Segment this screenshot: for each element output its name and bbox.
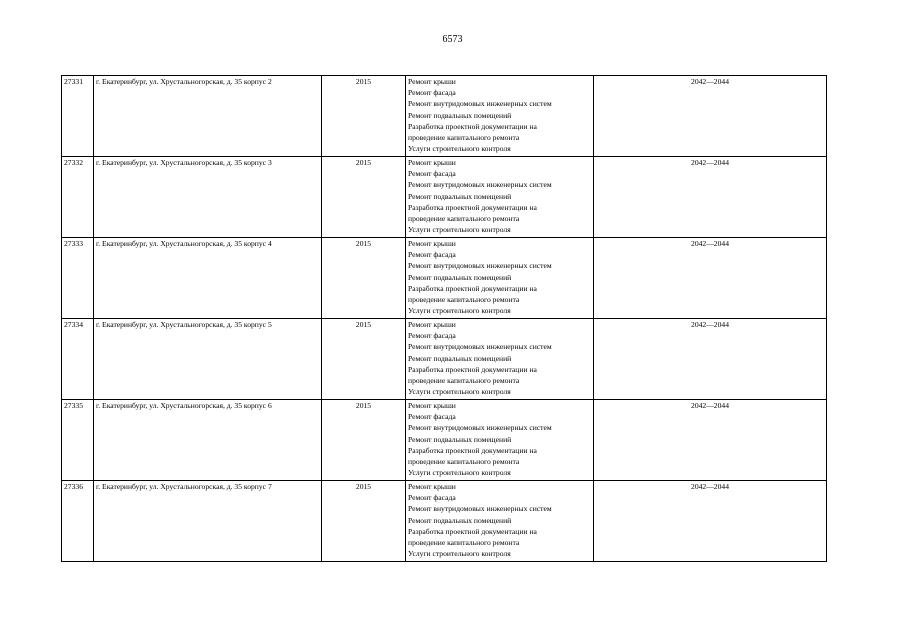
work-item: Разработка проектной документации на (408, 202, 537, 212)
building-address: г. Екатеринбург, ул. Хрустальногорская, д. 35 корпус 2 (94, 76, 322, 157)
work-item: Ремонт подвальных помещений (408, 434, 512, 444)
table-row (62, 481, 827, 562)
building-address: г. Екатеринбург, ул. Хрустальногорская, д. 35 корпус 5 (94, 319, 322, 400)
commission-year: 2015 (322, 157, 406, 238)
work-item: Ремонт внутридомовых инженерных систем (408, 504, 552, 514)
work-item: проведение капитального ремонта (408, 376, 520, 386)
table-row (62, 238, 827, 319)
repair-period: 2042—2044 (594, 157, 827, 238)
work-item: Ремонт подвальных помещений (408, 272, 512, 282)
work-item: Ремонт крыши (408, 239, 456, 248)
works-list (406, 76, 594, 157)
work-item: Ремонт фасада (408, 250, 456, 260)
works-list (406, 157, 594, 238)
building-address: г. Екатеринбург, ул. Хрустальногорская, д. 35 корпус 7 (94, 481, 322, 562)
work-item: Разработка проектной документации на (408, 364, 537, 374)
work-item: Ремонт крыши (408, 401, 456, 410)
table-row (62, 400, 827, 481)
work-item: проведение капитального ремонта (408, 457, 520, 467)
work-item: Услуги строительного контроля (408, 225, 511, 235)
work-item: Ремонт подвальных помещений (408, 110, 512, 120)
commission-year: 2015 (322, 238, 406, 319)
work-item: Ремонт внутридомовых инженерных систем (408, 261, 552, 271)
works-list (406, 238, 594, 319)
work-item: проведение капитального ремонта (408, 538, 520, 548)
works-list (406, 400, 594, 481)
work-item: Ремонт подвальных помещений (408, 515, 512, 525)
building-address: г. Екатеринбург, ул. Хрустальногорская, д. 35 корпус 6 (94, 400, 322, 481)
repair-period: 2042—2044 (594, 400, 827, 481)
work-item: Услуги строительного контроля (408, 306, 511, 316)
commission-year: 2015 (322, 319, 406, 400)
row-number: 27333 (62, 238, 94, 319)
work-item: проведение капитального ремонта (408, 133, 520, 143)
repair-period: 2042—2044 (594, 481, 827, 562)
work-item: Ремонт внутридомовых инженерных систем (408, 99, 552, 109)
work-item: Ремонт подвальных помещений (408, 191, 512, 201)
row-number: 27335 (62, 400, 94, 481)
registry-table (61, 75, 827, 562)
work-item: Ремонт фасада (408, 169, 456, 179)
repair-period: 2042—2044 (594, 319, 827, 400)
work-item: Разработка проектной документации на (408, 526, 537, 536)
work-item: Ремонт крыши (408, 158, 456, 167)
work-item: Разработка проектной документации на (408, 445, 537, 455)
work-item: проведение капитального ремонта (408, 295, 520, 305)
work-item: Услуги строительного контроля (408, 144, 511, 154)
work-item: Ремонт фасада (408, 493, 456, 503)
row-number: 27331 (62, 76, 94, 157)
work-item: проведение капитального ремонта (408, 214, 520, 224)
page-number: 6573 (442, 34, 463, 45)
work-item: Ремонт фасада (408, 88, 456, 98)
row-number: 27336 (62, 481, 94, 562)
building-address: г. Екатеринбург, ул. Хрустальногорская, д. 35 корпус 3 (94, 157, 322, 238)
work-item: Ремонт фасада (408, 331, 456, 341)
table-row (62, 76, 827, 157)
works-list (406, 319, 594, 400)
work-item: Ремонт внутридомовых инженерных систем (408, 423, 552, 433)
row-number: 27334 (62, 319, 94, 400)
repair-period: 2042—2044 (594, 238, 827, 319)
row-number: 27332 (62, 157, 94, 238)
work-item: Услуги строительного контроля (408, 387, 511, 397)
work-item: Ремонт внутридомовых инженерных систем (408, 342, 552, 352)
commission-year: 2015 (322, 481, 406, 562)
commission-year: 2015 (322, 400, 406, 481)
work-item: Услуги строительного контроля (408, 549, 511, 559)
table-row (62, 319, 827, 400)
work-item: Ремонт фасада (408, 412, 456, 422)
works-list (406, 481, 594, 562)
building-address: г. Екатеринбург, ул. Хрустальногорская, д. 35 корпус 4 (94, 238, 322, 319)
table-row (62, 157, 827, 238)
work-item: Услуги строительного контроля (408, 468, 511, 478)
work-item: Ремонт внутридомовых инженерных систем (408, 180, 552, 190)
work-item: Ремонт крыши (408, 320, 456, 329)
work-item: Ремонт подвальных помещений (408, 353, 512, 363)
work-item: Разработка проектной документации на (408, 121, 537, 131)
commission-year: 2015 (322, 76, 406, 157)
work-item: Ремонт крыши (408, 482, 456, 491)
work-item: Разработка проектной документации на (408, 283, 537, 293)
repair-period: 2042—2044 (594, 76, 827, 157)
work-item: Ремонт крыши (408, 77, 456, 86)
